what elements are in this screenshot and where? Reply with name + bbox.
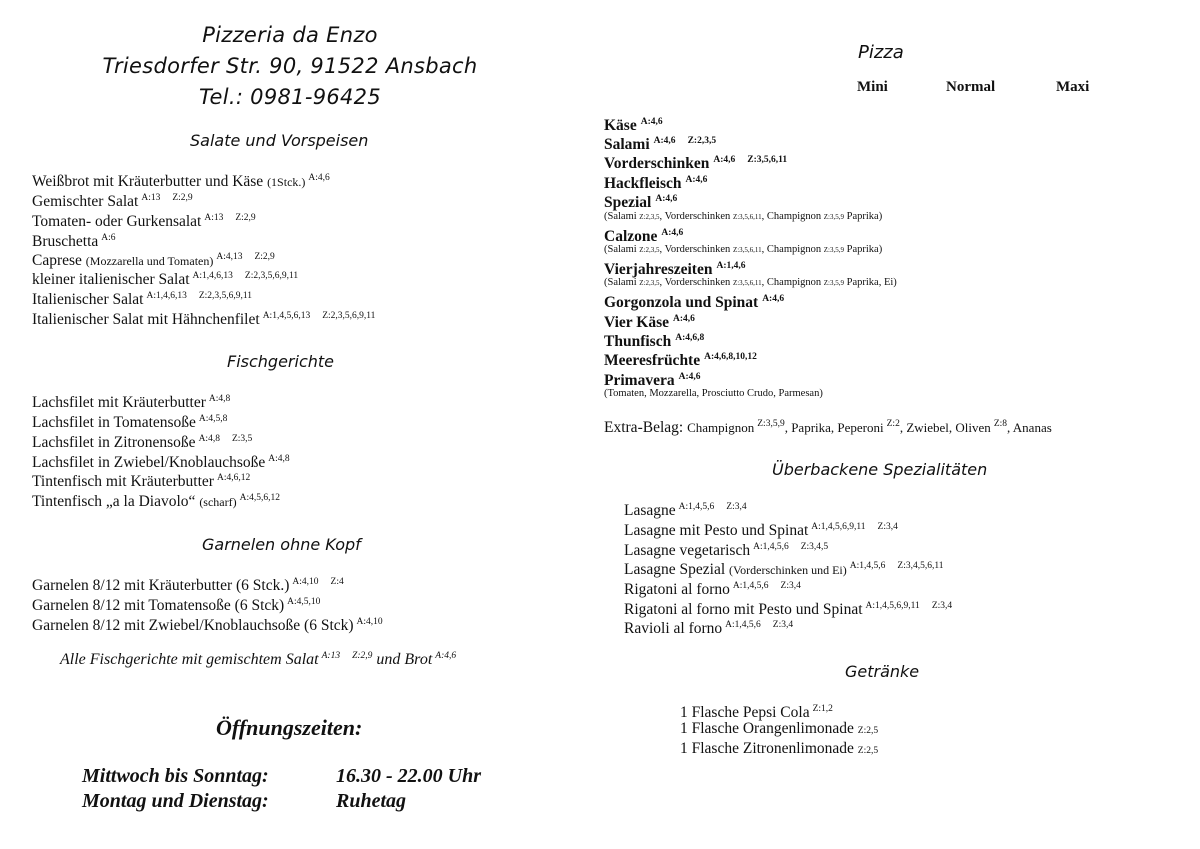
menu-item: Lasagne Spezial (Vorderschinken und Ei) $^{A:1,4,5,6}$ $^{Z:3,4,5,6,11}$ [624, 561, 944, 578]
restaurant-header [0, 20, 580, 113]
section-heading-ueberbacken: Überbackene Spezialitäten [772, 460, 988, 479]
pizza-item: Salami $^{A:4,6}$ $^{Z:2,3,5}$ [604, 136, 717, 153]
menu-item: Italienischer Salat mit Hähnchenfilet $^{A:1,4,5,6,13}$ $^{Z:2,3,5,6,9,11}$ [32, 311, 376, 328]
menu-item: Lachsfilet in Tomatensoße $^{A:4,5,8}$ [32, 414, 228, 431]
drink-item: 1 Flasche Zitronenlimonade Z:2,5 [680, 740, 879, 757]
size-column-normal: Normal [946, 79, 996, 95]
restaurant-name: Pizzeria da Enzo [202, 23, 378, 47]
menu-item: Weißbrot mit Kräuterbutter und Käse (1Stck.) $^{A:4,6}$ [32, 173, 330, 190]
drink-item: 1 Flasche Pepsi Cola $^{Z:1,2}$ [680, 704, 833, 721]
size-column-maxi: Maxi [1056, 79, 1090, 95]
opening-hours-value-2: Ruhetag [336, 790, 407, 812]
pizza-item: Thunfisch $^{A:4,6,8}$ [604, 333, 705, 350]
extra-toppings: Extra-Belag: Champignon $^{Z:3,5,9}$, Paprika, Peperoni $^{Z:2}$, Zwiebel, Oliven $^{Z:8}$, Ananas [604, 419, 1052, 436]
menu-item: Lasagne $^{A:1,4,5,6}$ $^{Z:3,4}$ [624, 502, 747, 519]
pizza-ingredients: (Salami Z:2,3,5, Vorderschinken Z:3,5,6,11, Champignon Z:3,5,9 Paprika, Ei) [604, 277, 897, 288]
menu-item: Lasagne mit Pesto und Spinat $^{A:1,4,5,6,9,11}$ $^{Z:3,4}$ [624, 522, 898, 539]
menu-item: Tintenfisch mit Kräuterbutter $^{A:4,6,12}$ [32, 473, 251, 490]
menu-item: Italienischer Salat $^{A:1,4,6,13}$ $^{Z:2,3,5,6,9,11}$ [32, 291, 253, 308]
pizza-item: Käse $^{A:4,6}$ [604, 117, 663, 134]
section-heading-pizza: Pizza [858, 42, 904, 63]
pizza-item: Vierjahreszeiten $^{A:1,4,6}$ [604, 261, 746, 278]
opening-hours-label-1: Mittwoch bis Sonntag: [82, 765, 269, 787]
menu-item: Rigatoni al forno mit Pesto und Spinat $^{A:1,4,5,6,9,11}$ $^{Z:3,4}$ [624, 601, 953, 618]
pizza-ingredients: (Salami Z:2,3,5, Vorderschinken Z:3,5,6,11, Champignon Z:3,5,9 Paprika) [604, 244, 883, 255]
pizza-item: Spezial $^{A:4,6}$ [604, 194, 678, 211]
right-page [580, 0, 1200, 849]
drink-item: 1 Flasche Orangenlimonade Z:2,5 [680, 720, 879, 737]
pizza-item: Meeresfrüchte $^{A:4,6,8,10,12}$ [604, 352, 757, 369]
menu-item: Tomaten- oder Gurkensalat $^{A:13}$ $^{Z:2,9}$ [32, 213, 256, 230]
menu-item: Gemischter Salat $^{A:13}$ $^{Z:2,9}$ [32, 193, 193, 210]
size-column-mini: Mini [857, 79, 888, 95]
menu-item: Lachsfilet mit Kräuterbutter $^{A:4,8}$ [32, 394, 231, 411]
menu-item: kleiner italienischer Salat $^{A:1,4,6,13}$ $^{Z:2,3,5,6,9,11}$ [32, 271, 299, 288]
pizza-item: Vorderschinken $^{A:4,6}$ $^{Z:3,5,6,11}$ [604, 155, 788, 172]
opening-hours-value-1: 16.30 - 22.00 Uhr [336, 765, 482, 787]
menu-item: Rigatoni al forno $^{A:1,4,5,6}$ $^{Z:3,4}$ [624, 581, 801, 598]
restaurant-phone: Tel.: 0981-96425 [198, 85, 382, 109]
menu-item: Bruschetta $^{A:6}$ [32, 233, 116, 250]
menu-item: Tintenfisch „a la Diavolo“ (scharf) $^{A:4,5,6,12}$ [32, 493, 280, 510]
menu-item: Garnelen 8/12 mit Tomatensoße (6 Stck) $^{A:4,5,10}$ [32, 597, 321, 614]
menu-item: Garnelen 8/12 mit Kräuterbutter (6 Stck.) $^{A:4,10}$ $^{Z:4}$ [32, 577, 344, 594]
opening-hours-label-2: Montag und Dienstag: [82, 790, 269, 812]
pizza-ingredients: (Salami Z:2,3,5, Vorderschinken Z:3,5,6,11, Champignon Z:3,5,9 Paprika) [604, 211, 883, 222]
menu-item: Lasagne vegetarisch $^{A:1,4,5,6}$ $^{Z:3,4,5}$ [624, 542, 829, 559]
pizza-item: Hackfleisch $^{A:4,6}$ [604, 175, 708, 192]
menu-item: Lachsfilet in Zwiebel/Knoblauchsoße $^{A:4,8}$ [32, 454, 290, 471]
menu-item: Caprese (Mozzarella und Tomaten) $^{A:4,13}$ $^{Z:2,9}$ [32, 252, 275, 269]
left-page [0, 0, 580, 849]
menu-item: Lachsfilet in Zitronensoße $^{A:4,8}$ $^{Z:3,5}$ [32, 434, 253, 451]
section-heading-fisch: Fischgerichte [227, 352, 334, 371]
pizza-item: Calzone $^{A:4,6}$ [604, 228, 684, 245]
restaurant-address: Triesdorfer Str. 90, 91522 Ansbach [102, 54, 478, 78]
pizza-item: Vier Käse $^{A:4,6}$ [604, 314, 695, 331]
pizza-item: Gorgonzola und Spinat $^{A:4,6}$ [604, 294, 785, 311]
opening-hours-heading: Öffnungszeiten: [216, 715, 363, 740]
menu-item: Garnelen 8/12 mit Zwiebel/Knoblauchsoße (6 Stck) $^{A:4,10}$ [32, 617, 383, 634]
section-heading-getraenke: Getränke [845, 662, 920, 681]
pizza-ingredients: (Tomaten, Mozzarella, Prosciutto Crudo, Parmesan) [604, 388, 823, 399]
menu-item: Ravioli al forno $^{A:1,4,5,6}$ $^{Z:3,4}$ [624, 620, 794, 637]
section-heading-salate: Salate und Vorspeisen [190, 131, 369, 150]
pizza-item: Primavera $^{A:4,6}$ [604, 372, 701, 389]
fish-side-note: Alle Fischgerichte mit gemischtem Salat $^{A:13}$ $^{Z:2,9}$ und Brot $^{A:4,6}$ [60, 651, 457, 668]
section-heading-garnelen: Garnelen ohne Kopf [202, 535, 361, 554]
